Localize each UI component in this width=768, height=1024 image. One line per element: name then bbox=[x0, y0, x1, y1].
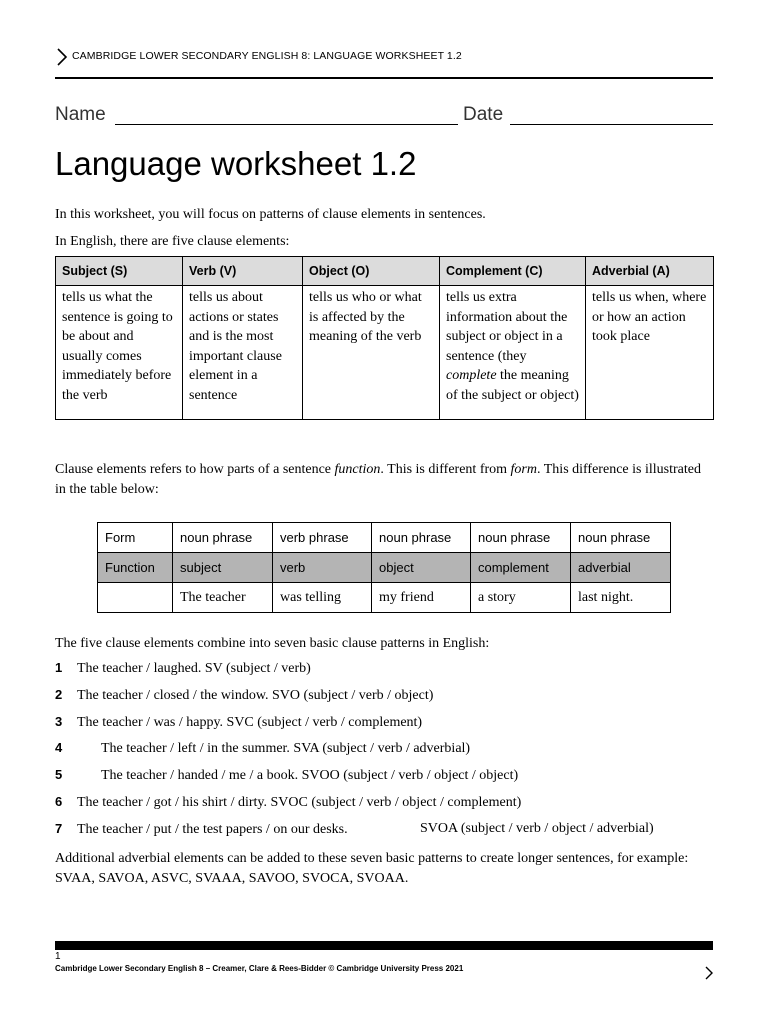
table-cell: adverbial bbox=[571, 553, 671, 583]
list-number: 3 bbox=[55, 714, 63, 729]
name-field[interactable] bbox=[115, 124, 458, 125]
list-number: 6 bbox=[55, 794, 63, 809]
table-row bbox=[98, 523, 671, 553]
table-cell: verb phrase bbox=[273, 523, 372, 553]
text: . This difference is illustrated in the table below: bbox=[55, 462, 701, 497]
table-cell: a story bbox=[471, 583, 571, 613]
header-cell: Complement (C) bbox=[440, 257, 586, 286]
header-cell: Verb (V) bbox=[183, 257, 303, 286]
table-cell: noun phrase bbox=[571, 523, 671, 553]
list-text: The teacher / left / in the summer. SVA (subject / verb / adverbial) bbox=[101, 741, 471, 756]
table-cell bbox=[98, 583, 173, 613]
running-header: CAMBRIDGE LOWER SECONDARY ENGLISH 8: LANGUAGE WORKSHEET 1.2 bbox=[72, 50, 462, 62]
table-row bbox=[98, 553, 671, 583]
list-text: The teacher / got / his shirt / dirty. SVOC (subject / verb / object / complement) bbox=[77, 795, 522, 810]
date-field[interactable] bbox=[510, 124, 713, 125]
table-cell: tells us when, where or how an action took place bbox=[586, 286, 714, 420]
body-paragraph bbox=[55, 460, 705, 500]
list-item bbox=[55, 660, 311, 677]
table-header-row bbox=[56, 257, 714, 286]
clause-elements-table bbox=[55, 256, 714, 420]
list-item bbox=[55, 714, 422, 731]
text: Clause elements refers to how parts of a sentence bbox=[55, 462, 335, 477]
list-number: 4 bbox=[55, 740, 63, 755]
table-row bbox=[98, 583, 671, 613]
cell-text-italic: complete bbox=[446, 368, 497, 383]
cell-text: tells us extra information about the subject or object in a sentence (they bbox=[446, 290, 568, 364]
table-cell: tells us about actions or states and is the most important clause element in a sentence bbox=[183, 286, 303, 420]
table-cell: noun phrase bbox=[372, 523, 471, 553]
table-cell: tells us who or what is affected by the meaning of the verb bbox=[303, 286, 440, 420]
list-number: 2 bbox=[55, 687, 63, 702]
italic-term: form bbox=[510, 462, 537, 477]
list-item bbox=[55, 767, 518, 784]
list-item bbox=[55, 687, 433, 704]
list-item bbox=[55, 821, 348, 838]
name-label: Name bbox=[55, 104, 106, 125]
table-cell: noun phrase bbox=[471, 523, 571, 553]
body-paragraph: The five clause elements combine into seven basic clause patterns in English: bbox=[55, 636, 490, 651]
table-cell bbox=[440, 286, 586, 420]
chevron-right-icon[interactable] bbox=[704, 966, 714, 980]
list-number: 7 bbox=[55, 821, 63, 836]
list-item bbox=[55, 794, 521, 811]
cell-text: the meaning of the subject or object) bbox=[446, 368, 579, 403]
list-number: 5 bbox=[55, 767, 63, 782]
table-cell: tells us what the sentence is going to be about and usually comes immediately before the verb bbox=[56, 286, 183, 420]
table-cell: The teacher bbox=[173, 583, 273, 613]
footer-credit: Cambridge Lower Secondary English 8 – Creamer, Clare & Rees-Bidder © Cambridge University Press 2021 bbox=[55, 964, 464, 973]
page-title: Language worksheet 1.2 bbox=[55, 145, 417, 182]
table-cell: Form bbox=[98, 523, 173, 553]
list-text: The teacher / was / happy. SVC (subject / verb / complement) bbox=[77, 715, 423, 730]
page-number: 1 bbox=[55, 951, 61, 962]
list-text: The teacher / laughed. SV (subject / verb) bbox=[77, 661, 311, 676]
table-cell: object bbox=[372, 553, 471, 583]
intro-paragraph: In this worksheet, you will focus on patterns of clause elements in sentences. bbox=[55, 207, 486, 222]
intro-paragraph: In English, there are five clause elements: bbox=[55, 234, 290, 249]
form-function-table bbox=[97, 522, 671, 613]
table-cell: was telling bbox=[273, 583, 372, 613]
header-cell: Adverbial (A) bbox=[586, 257, 714, 286]
table-cell: subject bbox=[173, 553, 273, 583]
header-cell: Object (O) bbox=[303, 257, 440, 286]
table-cell: complement bbox=[471, 553, 571, 583]
italic-term: function bbox=[334, 462, 381, 477]
list-item-pattern: SVOA (subject / verb / object / adverbial) bbox=[420, 821, 654, 836]
body-paragraph: Additional adverbial elements can be added to these seven basic patterns to create longer sentences, for example: SVAA, SAVOA, ASVC, SVAAA, SAVOO, SVOCA, SVOAA. bbox=[55, 851, 689, 886]
date-label: Date bbox=[463, 104, 504, 125]
text: . This is different from bbox=[380, 462, 511, 477]
table-cell: noun phrase bbox=[173, 523, 273, 553]
chevron-right-icon bbox=[56, 48, 68, 66]
table-cell: Function bbox=[98, 553, 173, 583]
header-cell: Subject (S) bbox=[56, 257, 183, 286]
list-text: The teacher / closed / the window. SVO (subject / verb / object) bbox=[77, 688, 434, 703]
table-row bbox=[56, 286, 714, 420]
list-number: 1 bbox=[55, 660, 63, 675]
header-rule bbox=[55, 77, 713, 79]
footer-rule bbox=[55, 941, 713, 950]
table-cell: verb bbox=[273, 553, 372, 583]
list-text: The teacher / handed / me / a book. SVOO (subject / verb / object / object) bbox=[101, 768, 519, 783]
list-text: The teacher / put / the test papers / on our desks. bbox=[77, 822, 348, 837]
table-cell: last night. bbox=[571, 583, 671, 613]
table-cell: my friend bbox=[372, 583, 471, 613]
list-item bbox=[55, 740, 470, 757]
